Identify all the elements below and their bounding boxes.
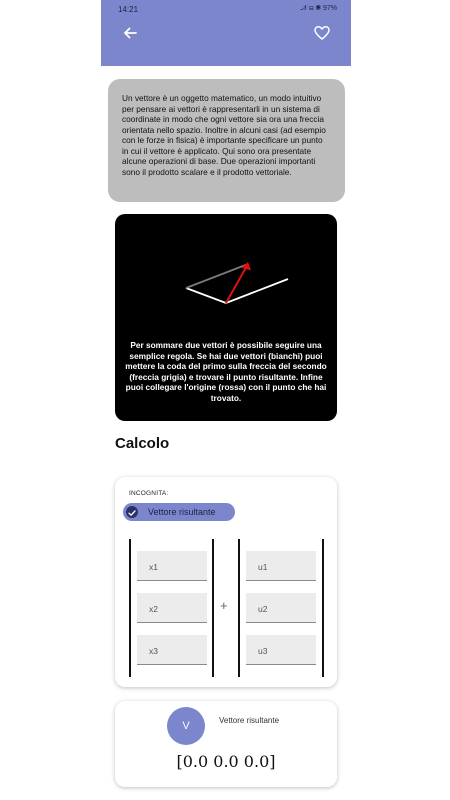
- unknown-chip[interactable]: [123, 503, 235, 521]
- vector-diagram-illustration: [115, 214, 337, 334]
- check-icon: [126, 506, 138, 518]
- arrow-left-icon: [121, 24, 139, 42]
- vector-result: [226, 264, 248, 303]
- status-time: 14:21: [118, 5, 139, 14]
- matrix-bracket-left-1: [129, 539, 131, 677]
- unknown-label: INCOGNITA:: [129, 490, 169, 497]
- matrix-bracket-left-2: [238, 539, 240, 677]
- input-u3-placeholder: u3: [258, 646, 268, 656]
- input-u2-placeholder: u2: [258, 604, 268, 614]
- vector-shifted: [186, 264, 248, 288]
- result-avatar: V: [167, 707, 205, 745]
- input-x3-placeholder: x3: [149, 646, 158, 656]
- matrix-bracket-right-2: [322, 539, 324, 677]
- input-u1-placeholder: u1: [258, 562, 268, 572]
- result-value: [0.0 0.0 0.0]: [176, 752, 276, 771]
- intro-text: Un vettore è un oggetto matematico, un modo intuitivo per pensare ai vettori è rappresentarli in un sistema di coordinate in modo che ogni vettore sia ora una freccia orientata nello spazio. Inoltre in alcuni casi (ad esempio con le forze in fisica) è importante specificare un punto in cui il vettore è applicato. Qui sono ora presentate alcune operazioni di base. Due operazioni importanti sono il prodotto scalare e il prodotto vettoriale.: [122, 93, 326, 177]
- operator-plus: +: [220, 598, 228, 613]
- favorite-button[interactable]: [313, 24, 331, 42]
- input-u2[interactable]: [246, 593, 316, 623]
- chip-label: Vettore risultante: [148, 507, 216, 517]
- result-label: Vettore risultante: [219, 716, 280, 725]
- input-u1[interactable]: [246, 551, 316, 581]
- vector-sum-diagram: [115, 214, 337, 421]
- input-x3[interactable]: [137, 635, 207, 665]
- back-button[interactable]: [121, 24, 139, 42]
- intro-card: [108, 79, 345, 202]
- input-x1[interactable]: [137, 551, 207, 581]
- input-x1-placeholder: x1: [149, 562, 158, 572]
- calculation-card: [115, 477, 337, 687]
- diagram-caption: Per sommare due vettori è possibile seguire una semplice regola. Se hai due vettori (bianchi) puoi mettere la coda del primo sulla freccia del secondo (freccia grigia) e trovare il punto risultante. Infine puoi collegare l'origine (rossa) con il punto che hai trovato.: [125, 340, 327, 403]
- result-card: [115, 701, 337, 787]
- section-title: Calcolo: [115, 435, 170, 452]
- status-bar: [101, 0, 351, 18]
- vector-a: [226, 279, 288, 303]
- input-x2[interactable]: [137, 593, 207, 623]
- input-x2-placeholder: x2: [149, 604, 158, 614]
- matrix-bracket-right-1: [212, 539, 214, 677]
- app-screen: [101, 0, 351, 800]
- input-u3[interactable]: [246, 635, 316, 665]
- heart-outline-icon: [313, 24, 331, 42]
- vector-b: [186, 288, 226, 303]
- status-icons: 𝒩 ⊟ ◉ 97%: [300, 5, 337, 12]
- app-bar: [101, 0, 351, 66]
